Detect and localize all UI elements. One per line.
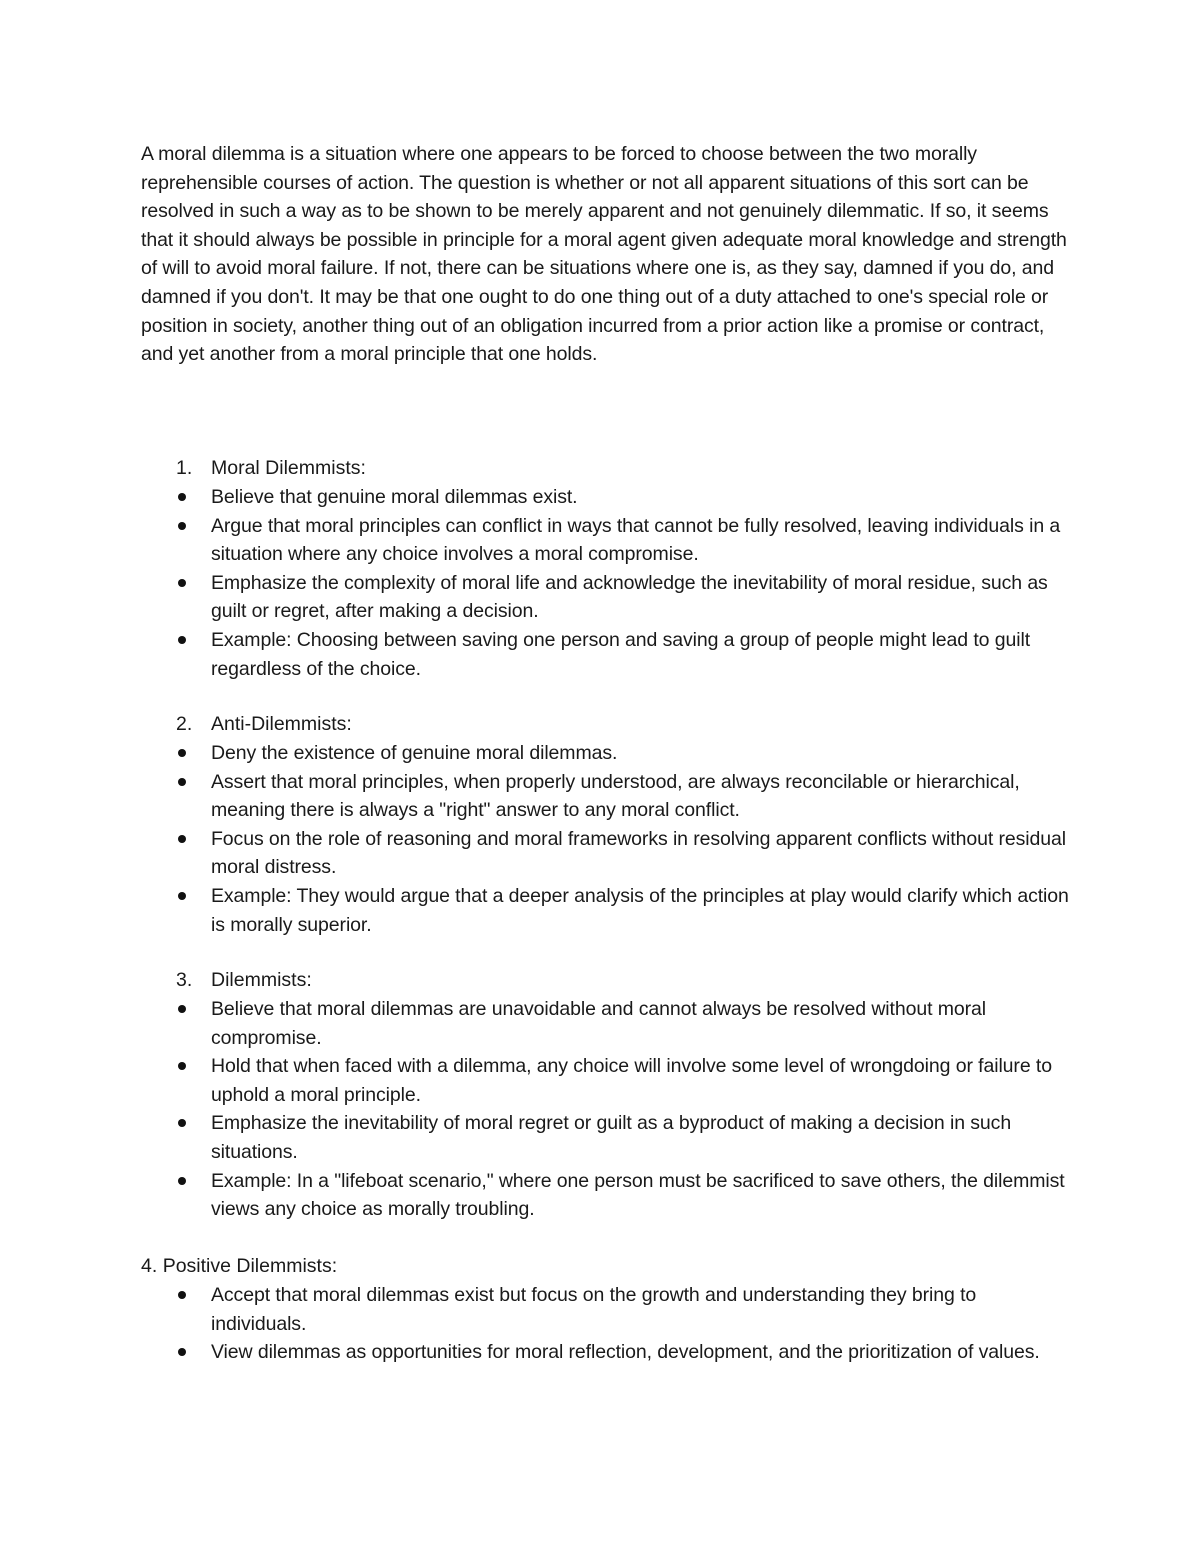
list-item — [211, 1167, 1071, 1224]
section-title: Positive Dilemmists: — [162, 1255, 338, 1277]
list-item-text: Emphasize the inevitability of moral regret or guilt as a byproduct of making a decision in such situations. — [211, 1112, 1012, 1163]
bullet-list-dilemmists — [211, 995, 1071, 1224]
list-item — [211, 995, 1071, 1052]
bullet-icon — [178, 835, 186, 843]
bullet-icon — [178, 1291, 186, 1299]
list-item — [211, 569, 1071, 626]
list-item-text: Assert that moral principles, when properly understood, are always reconcilable or hierarchical, meaning there is always a "right" answer to any moral conflict. — [211, 770, 1020, 822]
list-item — [211, 626, 1071, 683]
section-number: 3. — [176, 969, 193, 991]
bullet-icon — [178, 522, 186, 530]
bullet-list-moral-dilemmists — [211, 483, 1071, 683]
bullet-icon — [178, 749, 186, 757]
section-number: 1. — [176, 457, 193, 479]
list-item — [211, 512, 1071, 569]
section-title: Moral Dilemmists: — [211, 457, 366, 479]
list-item — [211, 1052, 1071, 1109]
intro-paragraph: A moral dilemma is a situation where one appears to be forced to choose between the two morally reprehensible courses of action. The question is whether or not all apparent situations of this sort can be resolved in such a way as to be shown to be merely apparent and not genuinely dilemmatic. If so, it seems that it should always be possible in principle for a moral agent given adequate moral knowledge and strength of will to avoid moral failure. If not, there can be situations where one is, as they say, damned if you do, and damned if you don't. It may be that one ought to do one thing out of a duty attached to one's special role or position in society, another thing out of an obligation incurred from a prior action like a promise or contract, and yet another from a moral principle that one holds. — [141, 143, 1067, 366]
bullet-icon — [178, 1119, 186, 1127]
bullet-icon — [178, 892, 186, 900]
section-heading-positive-dilemmists — [141, 1252, 337, 1281]
list-item — [211, 739, 1071, 768]
section-heading-moral-dilemmists — [176, 454, 366, 483]
bullet-icon — [178, 1177, 186, 1185]
section-title: Anti-Dilemmists: — [211, 713, 352, 735]
section-heading-dilemmists — [176, 966, 312, 995]
bullet-icon — [178, 579, 186, 587]
bullet-icon — [178, 1348, 186, 1356]
list-item — [211, 483, 1071, 512]
list-item-text: Focus on the role of reasoning and moral frameworks in resolving apparent conflicts without residual moral distress. — [211, 827, 1066, 879]
list-item-text: Example: In a "lifeboat scenario," where one person must be sacrificed to save others, the dilemmist views any choice as morally troubling. — [211, 1169, 1065, 1221]
list-item-text: Hold that when faced with a dilemma, any choice will involve some level of wrongdoing or failure to uphold a moral principle. — [211, 1055, 1052, 1106]
section-heading-anti-dilemmists — [176, 710, 352, 739]
list-item — [211, 1281, 1071, 1338]
list-item — [211, 882, 1071, 939]
section-title: Dilemmists: — [211, 969, 312, 991]
list-item-text: View dilemmas as opportunities for moral reflection, development, and the prioritization of values. — [211, 1341, 1040, 1364]
list-item-text: Believe that genuine moral dilemmas exist. — [211, 486, 578, 508]
section-number: 4. — [141, 1255, 158, 1277]
section-number: 2. — [176, 713, 193, 735]
list-item-text: Example: Choosing between saving one person and saving a group of people might lead to guilt regardless of the choice. — [211, 628, 1031, 680]
list-item-text: Accept that moral dilemmas exist but focus on the growth and understanding they bring to individuals. — [211, 1284, 977, 1335]
bullet-list-anti-dilemmists — [211, 739, 1071, 939]
list-item — [211, 825, 1071, 882]
list-item-text: Argue that moral principles can conflict in ways that cannot be fully resolved, leaving individuals in a situation where any choice involves a moral compromise. — [211, 514, 1061, 566]
bullet-icon — [178, 636, 186, 644]
list-item-text: Example: They would argue that a deeper analysis of the principles at play would clarify which action is morally superior. — [211, 884, 1069, 936]
list-item — [211, 1109, 1071, 1166]
bullet-icon — [178, 1005, 186, 1013]
list-item — [211, 768, 1071, 825]
list-item-text: Emphasize the complexity of moral life and acknowledge the inevitability of moral residue, such as guilt or regret, after making a decision. — [211, 571, 1048, 623]
bullet-list-positive-dilemmists — [211, 1281, 1071, 1367]
list-item-text: Deny the existence of genuine moral dilemmas. — [211, 742, 618, 764]
list-item-text: Believe that moral dilemmas are unavoidable and cannot always be resolved without moral compromise. — [211, 998, 986, 1049]
bullet-icon — [178, 1062, 186, 1070]
bullet-icon — [178, 493, 186, 501]
bullet-icon — [178, 778, 186, 786]
list-item — [211, 1338, 1071, 1367]
